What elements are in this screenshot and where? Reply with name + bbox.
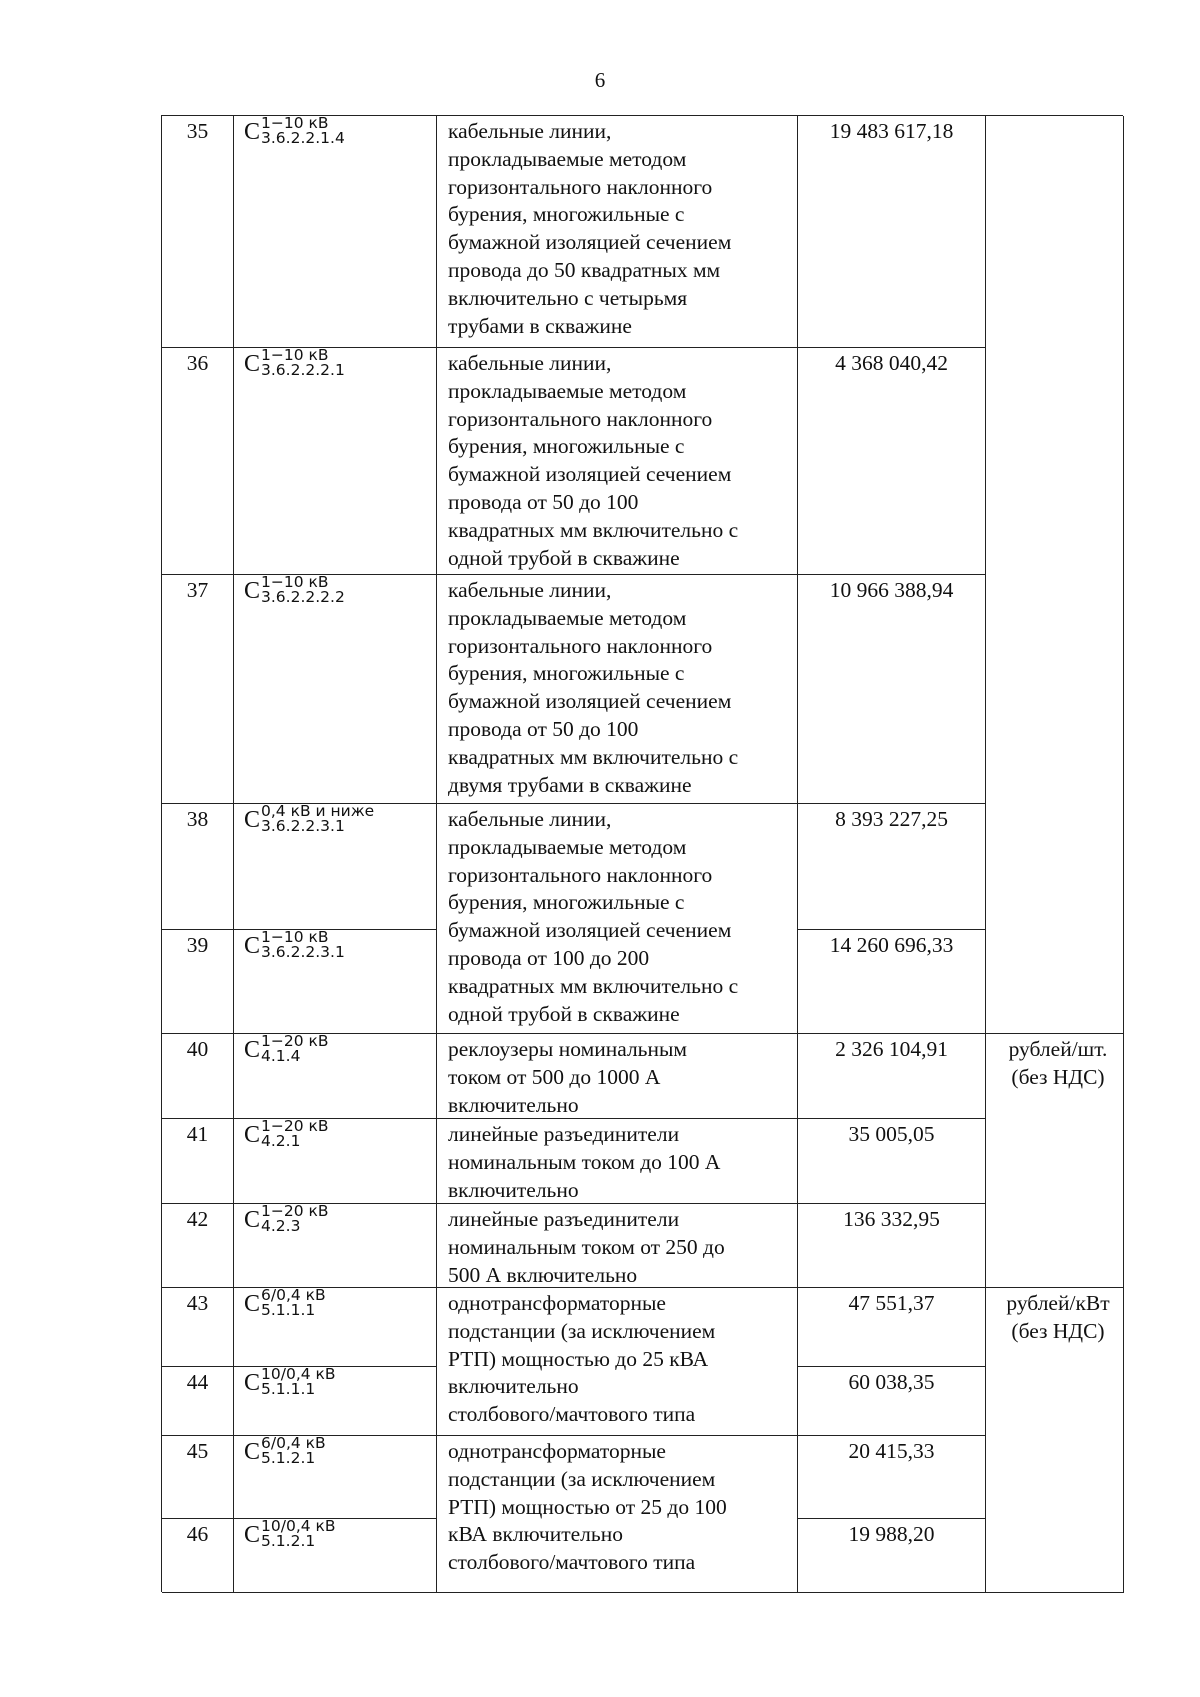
description-merged: кабельные линии, прокладываемые методом горизонтального наклонного бурения, многожильные с бумажной изоляцией сечением провода от 100 до 200 квадратных мм включительно с одной трубой в скважине: [437, 804, 798, 1034]
rate-code: [234, 1288, 437, 1367]
description: реклоузеры номинальным током от 500 до 1000 А включительно: [437, 1034, 798, 1119]
rate-value: 14 260 696,33: [798, 930, 986, 1034]
code-base: C: [244, 1122, 261, 1148]
rate-code: [234, 1204, 437, 1288]
description: линейные разъединители номинальным током до 100 А включительно: [437, 1119, 798, 1204]
code-superscript: 6/0,4 кВ: [261, 1288, 326, 1304]
row-number: 44: [162, 1367, 234, 1436]
rate-value: 19 483 617,18: [798, 116, 986, 348]
rate-value: 4 368 040,42: [798, 348, 986, 575]
rate-code: [234, 575, 437, 804]
row-number: 39: [162, 930, 234, 1034]
code-subscript: 4.1.4: [261, 1047, 301, 1065]
code-base: C: [244, 1522, 261, 1548]
code-indices: [261, 350, 345, 378]
page-number: 6: [594, 68, 606, 92]
code-subscript: 5.1.2.1: [261, 1449, 316, 1467]
code-superscript: 1−10 кВ: [261, 575, 329, 591]
code-base: C: [244, 1291, 261, 1317]
code-superscript: 6/0,4 кВ: [261, 1436, 326, 1452]
rate-value: 136 332,95: [798, 1204, 986, 1288]
unit-cell: рублей/шт. (без НДС): [986, 1034, 1124, 1288]
code-superscript: 1−10 кВ: [261, 348, 329, 364]
code-subscript: 3.6.2.2.3.1: [261, 817, 345, 835]
rate-code: [234, 1034, 437, 1119]
code-subscript: 3.6.2.2.2.1: [261, 361, 345, 379]
code-base: C: [244, 1207, 261, 1233]
rate-code: [234, 804, 437, 930]
code-subscript: 5.1.1.1: [261, 1301, 316, 1319]
rate-code: [234, 1119, 437, 1204]
rate-code: [234, 348, 437, 575]
description: кабельные линии, прокладываемые методом горизонтального наклонного бурения, многожильные с бумажной изоляцией сечением провода от 50 до 100 квадратных мм включительно с двумя трубами в скважине: [437, 575, 798, 804]
code-indices: [261, 806, 374, 834]
rate-value: 60 038,35: [798, 1367, 986, 1436]
code-base: C: [244, 351, 261, 377]
rate-code: [234, 1367, 437, 1436]
row-number: 45: [162, 1436, 234, 1519]
code-indices: [261, 1438, 326, 1466]
code-indices: [261, 1206, 329, 1234]
code-subscript: 3.6.2.2.1.4: [261, 129, 345, 147]
description: кабельные линии, прокладываемые методом горизонтального наклонного бурения, многожильные с бумажной изоляцией сечением провода до 50 квадратных мм включительно с четырьмя трубами в скважине: [437, 116, 798, 348]
code-base: C: [244, 119, 261, 145]
row-number: 46: [162, 1519, 234, 1593]
row-number: 43: [162, 1288, 234, 1367]
code-subscript: 4.2.3: [261, 1217, 301, 1235]
code-subscript: 3.6.2.2.2.2: [261, 588, 345, 606]
code-superscript: 10/0,4 кВ: [261, 1367, 336, 1383]
code-base: C: [244, 578, 261, 604]
rate-value: 20 415,33: [798, 1436, 986, 1519]
rate-code: [234, 116, 437, 348]
code-indices: [261, 932, 345, 960]
code-subscript: 5.1.2.1: [261, 1532, 316, 1550]
rate-value: 35 005,05: [798, 1119, 986, 1204]
description-merged: однотрансформаторные подстанции (за исключением РТП) мощностью от 25 до 100 кВА включительно столбового/мачтового типа: [437, 1436, 798, 1593]
row-number: 37: [162, 575, 234, 804]
code-indices: [261, 1290, 326, 1318]
code-superscript: 1−10 кВ: [261, 930, 329, 946]
rate-value: 19 988,20: [798, 1519, 986, 1593]
code-indices: [261, 118, 345, 146]
rate-code: [234, 930, 437, 1034]
code-base: C: [244, 933, 261, 959]
code-indices: [261, 1521, 336, 1549]
rate-value: 47 551,37: [798, 1288, 986, 1367]
code-indices: [261, 1121, 329, 1149]
code-superscript: 1−20 кВ: [261, 1034, 329, 1050]
code-base: C: [244, 1037, 261, 1063]
rate-value: 8 393 227,25: [798, 804, 986, 930]
code-superscript: 1−10 кВ: [261, 116, 329, 132]
row-number: 41: [162, 1119, 234, 1204]
code-superscript: 1−20 кВ: [261, 1204, 329, 1220]
unit-cell: рублей/кВт (без НДС): [986, 1288, 1124, 1593]
rate-code: [234, 1436, 437, 1519]
rate-code: [234, 1519, 437, 1593]
row-number: 36: [162, 348, 234, 575]
rates-table: [161, 115, 1123, 1592]
code-superscript: 0,4 кВ и ниже: [261, 804, 375, 820]
code-indices: [261, 1036, 329, 1064]
code-base: C: [244, 1439, 261, 1465]
code-subscript: 3.6.2.2.3.1: [261, 943, 345, 961]
description: кабельные линии, прокладываемые методом горизонтального наклонного бурения, многожильные с бумажной изоляцией сечением провода от 50 до 100 квадратных мм включительно с одной трубой в скважине: [437, 348, 798, 575]
code-subscript: 4.2.1: [261, 1132, 301, 1150]
code-base: C: [244, 807, 261, 833]
description: линейные разъединители номинальным током от 250 до 500 А включительно: [437, 1204, 798, 1288]
code-superscript: 10/0,4 кВ: [261, 1519, 336, 1535]
code-indices: [261, 1369, 336, 1397]
code-base: C: [244, 1370, 261, 1396]
row-number: 40: [162, 1034, 234, 1119]
description-merged: однотрансформаторные подстанции (за исключением РТП) мощностью до 25 кВА включительно столбового/мачтового типа: [437, 1288, 798, 1436]
code-superscript: 1−20 кВ: [261, 1119, 329, 1135]
unit-cell-empty: [986, 116, 1124, 1034]
code-subscript: 5.1.1.1: [261, 1380, 316, 1398]
row-number: 38: [162, 804, 234, 930]
rate-value: 10 966 388,94: [798, 575, 986, 804]
rate-value: 2 326 104,91: [798, 1034, 986, 1119]
row-number: 35: [162, 116, 234, 348]
code-indices: [261, 577, 345, 605]
row-number: 42: [162, 1204, 234, 1288]
